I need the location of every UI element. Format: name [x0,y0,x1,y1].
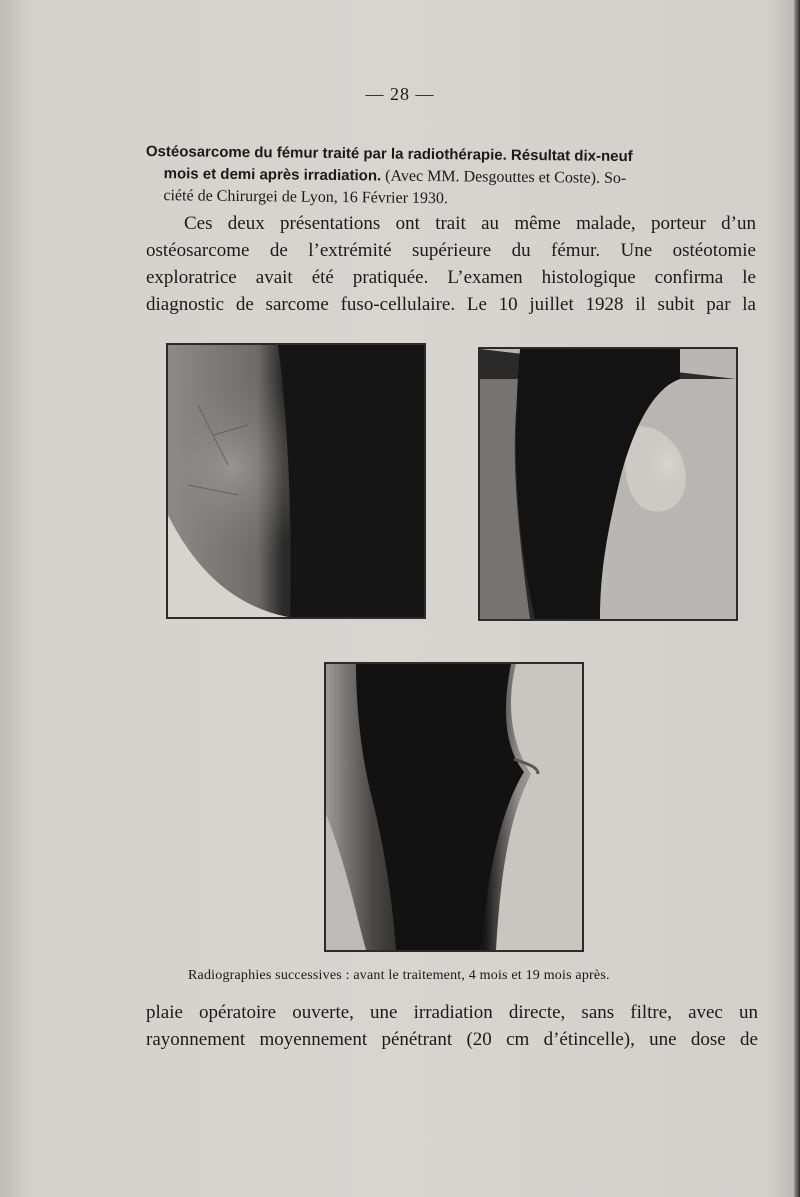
continuation-paragraph [146,999,758,1053]
article-title [145,141,758,213]
title-bold-line-1: Ostéosarcome du fémur traité par la radiothérapie. Résultat dix-neuf [145,142,633,166]
paragraph-line: diagnostic de sarcome fuso-cellulaire. Le 10 juillet 1928 il subit par la [146,294,756,315]
radiograph-4-months-after [478,347,738,621]
page-edge-shadow [794,0,800,1197]
figure-caption: Radiographies successives : avant le traitement, 4 mois et 19 mois après. [188,968,610,983]
title-venue: ciété de Chirurgei de Lyon, 16 Février 1930. [163,187,449,208]
paragraph-line: ostéosarcome de l’extrémité supérieure du fémur. Une ostéotomie [146,240,756,261]
paragraph-line: Ces deux présentations ont trait au même malade, porteur d’un [184,213,756,234]
radiograph-before-treatment [166,343,426,619]
body-paragraph [146,210,756,318]
paragraph-line: plaie opératoire ouverte, une irradiation directe, sans filtre, avec un [146,1002,758,1023]
title-bold-line-2: mois et demi après irradiation. [163,165,382,185]
page-number: — 28 — [365,84,435,104]
title-authors: (Avec MM. Desgouttes et Coste). So- [381,167,627,188]
radiograph-19-months-after [324,662,584,952]
paragraph-line: exploratrice avait été pratiquée. L’examen histologique confirma le [146,267,756,288]
paragraph-line: rayonnement moyennement pénétrant (20 cm d’étincelle), une dose de [146,1029,758,1050]
